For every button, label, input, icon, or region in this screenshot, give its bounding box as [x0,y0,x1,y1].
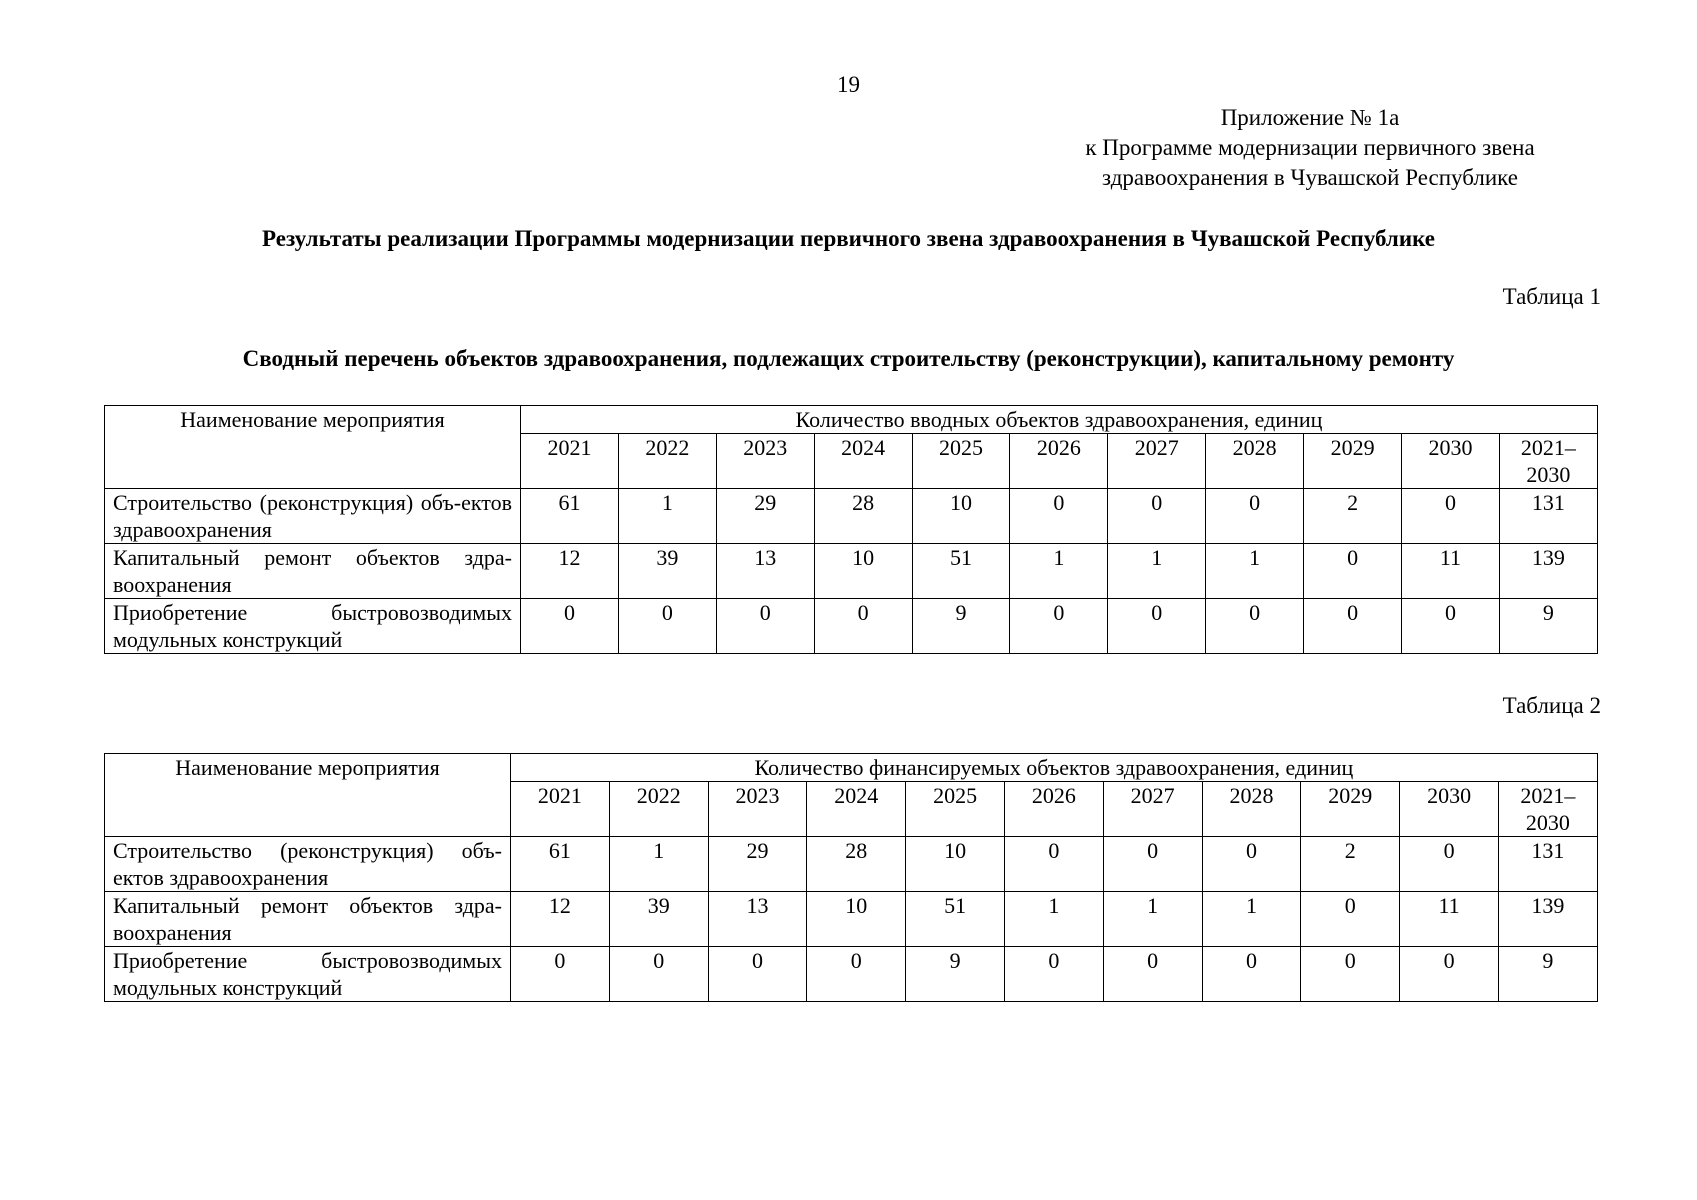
document-title: Результаты реализации Программы модернизации первичного звена здравоохранения в Чувашской Республике [262,226,1435,251]
value-cell: 10 [807,892,906,947]
value-cell: 0 [1202,947,1301,1002]
value-cell: 61 [521,489,619,544]
value-cell: 0 [1400,947,1499,1002]
year-column-header: 2027 [1108,434,1206,489]
year-column-header: 2023 [716,434,814,489]
table-row [105,599,1598,654]
table-1-caption: Сводный перечень объектов здравоохранения, подлежащих строительству (реконструкции), капитальному ремонту [242,346,1455,371]
value-cell: 0 [1206,489,1304,544]
value-cell: 2 [1304,489,1402,544]
value-cell: 2 [1301,837,1400,892]
table-2 [104,753,1598,1002]
value-cell: 0 [1400,837,1499,892]
activity-name-cell: Капитальный ремонт объектов здра-воохранения [105,544,521,599]
value-cell: 0 [1402,489,1500,544]
value-cell: 0 [1010,599,1108,654]
value-cell: 0 [814,599,912,654]
table-row [105,544,1598,599]
value-cell: 10 [814,544,912,599]
activity-name-cell: Приобретение быстровозводимых модульных конструкций [105,599,521,654]
table-row [105,892,1598,947]
value-cell: 29 [716,489,814,544]
year-column-header: 2026 [1004,782,1103,837]
value-cell: 9 [1498,947,1597,1002]
value-cell: 0 [1301,947,1400,1002]
value-cell: 0 [1304,544,1402,599]
value-cell: 0 [807,947,906,1002]
value-cell: 51 [906,892,1005,947]
value-cell: 12 [521,544,619,599]
value-cell: 11 [1402,544,1500,599]
value-cell: 61 [511,837,610,892]
value-cell: 9 [912,599,1010,654]
year-column-header: 2021 [511,782,610,837]
year-column-header: 2021–2030 [1498,782,1597,837]
value-cell: 0 [716,599,814,654]
value-cell: 139 [1499,544,1597,599]
value-cell: 0 [708,947,807,1002]
value-cell: 0 [1103,837,1202,892]
value-cell: 39 [609,892,708,947]
appendix-line-2: к Программе модернизации первичного звена [1085,135,1535,160]
value-cell: 0 [1108,489,1206,544]
value-cell: 11 [1400,892,1499,947]
value-cell: 0 [1004,947,1103,1002]
year-column-header: 2025 [912,434,1010,489]
value-cell: 0 [521,599,619,654]
table-row [105,837,1598,892]
value-cell: 12 [511,892,610,947]
year-column-header: 2029 [1304,434,1402,489]
appendix-note [1040,103,1580,193]
activity-name-cell: Капитальный ремонт объектов здра-воохранения [105,892,511,947]
activity-name-cell: Строительство (реконструкция) объ-ектов здравоохранения [105,837,511,892]
table-row [105,489,1598,544]
table-2-label: Таблица 2 [1502,693,1601,718]
value-cell: 39 [618,544,716,599]
year-column-header: 2028 [1202,782,1301,837]
value-cell: 51 [912,544,1010,599]
value-cell: 1 [618,489,716,544]
value-cell: 10 [906,837,1005,892]
value-cell: 9 [906,947,1005,1002]
year-column-header: 2026 [1010,434,1108,489]
group-column-header: Количество финансируемых объектов здравоохранения, единиц [511,754,1598,782]
year-column-header: 2025 [906,782,1005,837]
value-cell: 28 [807,837,906,892]
value-cell: 1 [1108,544,1206,599]
year-column-header: 2021 [521,434,619,489]
value-cell: 1 [1103,892,1202,947]
value-cell: 0 [609,947,708,1002]
appendix-line-1: Приложение № 1а [1220,105,1400,130]
value-cell: 1 [1206,544,1304,599]
value-cell: 13 [708,892,807,947]
table-1-label: Таблица 1 [1502,284,1601,309]
year-column-header: 2023 [708,782,807,837]
year-column-header: 2024 [807,782,906,837]
year-column-header: 2030 [1402,434,1500,489]
year-column-header: 2030 [1400,782,1499,837]
value-cell: 0 [511,947,610,1002]
value-cell: 0 [1004,837,1103,892]
name-column-header: Наименование мероприятия [105,406,521,489]
value-cell: 1 [1004,892,1103,947]
value-cell: 1 [1010,544,1108,599]
value-cell: 0 [1304,599,1402,654]
name-column-header: Наименование мероприятия [105,754,511,837]
value-cell: 139 [1498,892,1597,947]
value-cell: 1 [1202,892,1301,947]
value-cell: 29 [708,837,807,892]
value-cell: 131 [1498,837,1597,892]
value-cell: 0 [1202,837,1301,892]
year-column-header: 2021–2030 [1499,434,1597,489]
value-cell: 9 [1499,599,1597,654]
value-cell: 1 [609,837,708,892]
value-cell: 0 [1206,599,1304,654]
value-cell: 0 [618,599,716,654]
value-cell: 0 [1301,892,1400,947]
year-column-header: 2028 [1206,434,1304,489]
table-1 [104,405,1598,654]
appendix-line-3: здравоохранения в Чувашской Республике [1102,165,1518,190]
value-cell: 0 [1108,599,1206,654]
year-column-header: 2022 [618,434,716,489]
group-column-header: Количество вводных объектов здравоохранения, единиц [521,406,1598,434]
value-cell: 28 [814,489,912,544]
year-column-header: 2022 [609,782,708,837]
value-cell: 131 [1499,489,1597,544]
value-cell: 0 [1402,599,1500,654]
value-cell: 0 [1010,489,1108,544]
value-cell: 0 [1103,947,1202,1002]
table-row [105,947,1598,1002]
year-column-header: 2029 [1301,782,1400,837]
value-cell: 13 [716,544,814,599]
activity-name-cell: Приобретение быстровозводимых модульных конструкций [105,947,511,1002]
year-column-header: 2024 [814,434,912,489]
value-cell: 10 [912,489,1010,544]
year-column-header: 2027 [1103,782,1202,837]
activity-name-cell: Строительство (реконструкция) объ-ектов здравоохранения [105,489,521,544]
page-number: 19 [837,72,860,97]
